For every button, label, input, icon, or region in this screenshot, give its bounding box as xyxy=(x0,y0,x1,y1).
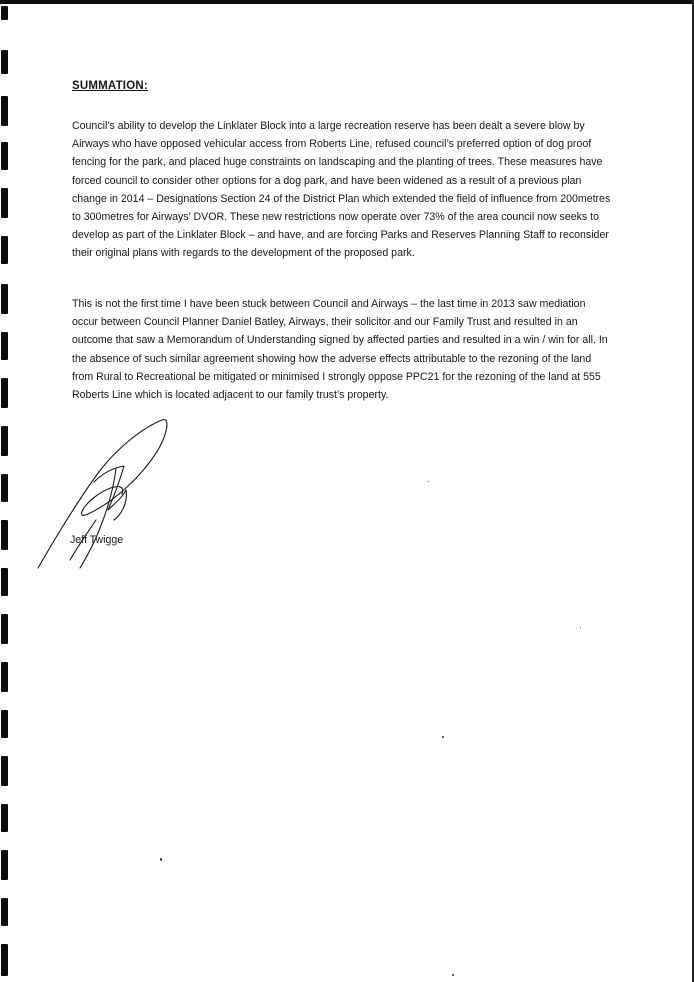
section-heading: SUMMATION: xyxy=(72,80,148,92)
paragraph-2: This is not the first time I have been stuck between Council and Airways – the last time in 2013 saw mediation occur between Council Planner Daniel Batley, Airways, their solicitor and our Family Trust and resulted in an outcome that saw a Memorandum of Understanding signed by affected parties and resulted in a win / win for all. In the absence of such similar agreement showing how the adverse effects attributable to the rezoning of the land from Rural to Recreational be mitigated or minimised I strongly oppose PPC21 for the rezoning of the land at 555 Roberts Line which is located adjacent to our family trust’s property. xyxy=(72,298,608,402)
scan-speck xyxy=(452,974,454,976)
binding-holes xyxy=(0,0,12,982)
scan-speck xyxy=(428,481,429,482)
paragraph-1: Council’s ability to develop the Linklater Block into a large recreation reserve has been dealt a severe blow by Airways who have opposed vehicular access from Roberts Line, refused council’s preferred option of dog proof fencing for the park, and placed huge constraints on landscaping and the planting of trees. These measures have forced council to consider other options for a dog park, and have been widened as a result of a previous plan change in 2014 – Designations Section 24 of the District Plan which extended the field of influence from 200metres to 300metres for Airways’ DVOR. These new restrictions now operate over 73% of the area council now seeks to develop as part of the Linklater Block – and have, and are forcing Parks and Reserves Planning Staff to reconsider their original plans with regards to the development of the proposed park. xyxy=(72,120,611,260)
scan-speck xyxy=(442,736,444,738)
handwritten-signature xyxy=(30,410,190,580)
signer-name: Jeff Twigge xyxy=(70,534,124,546)
scan-speck xyxy=(160,858,162,861)
scan-speck xyxy=(580,627,581,628)
scan-top-edge xyxy=(0,0,694,4)
